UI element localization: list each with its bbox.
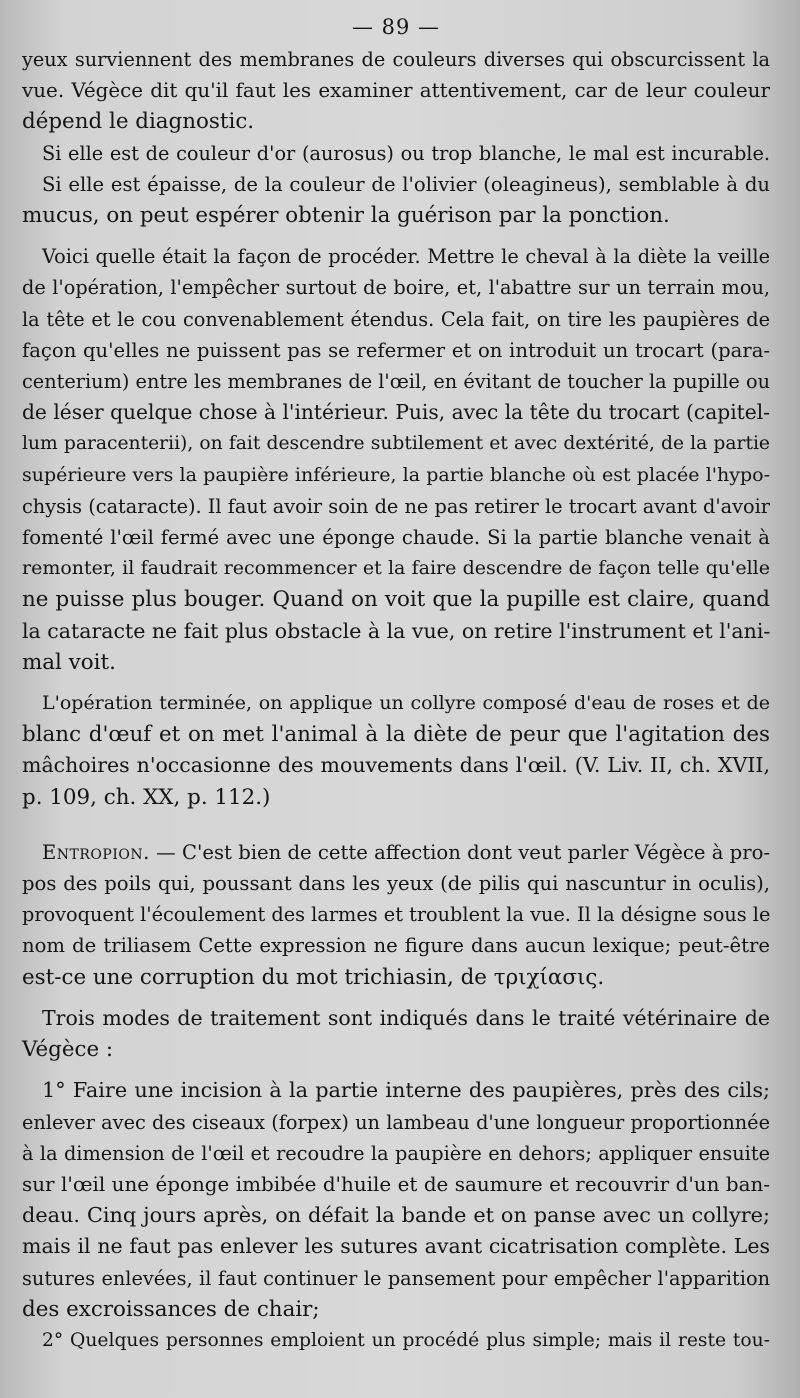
text-line: pos des poils qui, poussant dans les yeux (de pilis qui nascuntur in oculis),	[22, 872, 770, 896]
text-line: supérieure vers la paupière inférieure, la partie blanche où est placée l'hypo-	[22, 463, 770, 486]
text-line: Trois modes de traitement sont indiqués dans le traité vétérinaire de	[42, 1005, 770, 1030]
text-line: de léser quelque chose à l'intérieur. Puis, avec la tête du trocart (capitel-	[22, 400, 770, 425]
text-line: 1° Faire une incision à la partie interne des paupières, près des cils;	[42, 1078, 770, 1103]
text-line: est-ce une corruption du mot trichiasin, de τριχίασις.	[22, 964, 605, 990]
text-line: des excroissances de chair;	[22, 1296, 320, 1322]
text-line: à la dimension de l'œil et recoudre la paupière en dehors; appliquer ensuite	[22, 1141, 770, 1165]
paragraph-1	[22, 44, 770, 138]
text-line: remonter, il faudrait recommencer et la faire descendre de façon telle qu'elle	[22, 557, 770, 580]
paragraph-2	[22, 138, 770, 169]
text-line: provoquent l'écoulement des larmes et troublent la vue. Il la désigne sous le	[22, 903, 771, 927]
page-number: — 89 —	[351, 15, 441, 39]
text-line: la tête et le cou convenablement étendus. Cela fait, on tire les paupières de	[22, 307, 770, 331]
text-line: la cataracte ne fait plus obstacle à la vue, on retire l'instrument et l'ani-	[22, 618, 771, 643]
text-line: fomenté l'œil fermé avec une éponge chaude. Si la partie blanche venait à	[22, 526, 770, 550]
paragraph-entropion	[22, 837, 770, 993]
text-line: 2° Quelques personnes emploient un procédé plus simple; mais il reste tou-	[42, 1329, 770, 1351]
text-line: Si elle est épaisse, de la couleur de l'olivier (oleagineus), semblable à du	[42, 172, 770, 196]
text-line: mucus, on peut espérer obtenir la guérison par la ponction.	[22, 203, 670, 229]
text-line: dépend le diagnostic.	[22, 109, 255, 135]
text-line: Voici quelle était la façon de procéder. Mettre le cheval à la diète la veille	[42, 245, 770, 269]
section-heading: Entropion.	[42, 840, 150, 864]
text-line: yeux surviennent des membranes de couleurs diverses qui obscurcissent la	[22, 48, 770, 71]
text-line: vue. Végèce dit qu'il faut les examiner attentivement, car de leur couleur	[22, 79, 770, 103]
text-line: ne puisse plus bouger. Quand on voit que la pupille est claire, quand	[22, 587, 770, 613]
paragraph-7	[22, 1003, 770, 1065]
text-line: sur l'œil une éponge imbibée d'huile et de saumure et recouvrir d'un ban-	[22, 1172, 770, 1196]
text-line: chysis (cataracte). Il faut avoir soin de ne pas retirer le trocart avant d'avoir	[22, 494, 770, 518]
text-line: deau. Cinq jours après, on défait la bande et on panse avec un collyre;	[22, 1203, 770, 1228]
text-line: centerium) entre les membranes de l'œil, en évitant de toucher la pupille ou	[22, 370, 770, 394]
text-line: mais il ne faut pas enlever les sutures avant cicatrisation complète. Les	[22, 1234, 770, 1259]
text-line: de l'opération, l'empêcher surtout de boire, et, l'abattre sur un terrain mou,	[22, 276, 770, 300]
text-line: sutures enlevées, il faut continuer le pansement pour empêcher l'apparition	[22, 1266, 770, 1290]
paragraph-4	[22, 241, 770, 678]
text-line: blanc d'œuf et on met l'animal à la diète de peur que l'agitation des	[22, 722, 770, 748]
text-line: mal voit.	[22, 649, 116, 675]
text-line: façon qu'elles ne puissent pas se refermer et on introduit un trocart (para-	[22, 338, 770, 362]
text-line: Si elle est de couleur d'or (aurosus) ou trop blanche, le mal est incurable.	[42, 141, 770, 165]
text-line: lum paracenterii), on fait descendre subtilement et avec dextérité, de la partie	[22, 433, 770, 455]
text-line: Végèce :	[22, 1037, 114, 1063]
paragraph-3	[22, 169, 770, 231]
text-line-rest: — C'est bien de cette affection dont veut parler Végèce à pro-	[156, 840, 771, 864]
text-line	[22, 837, 770, 868]
text-line: enlever avec des ciseaux (forpex) un lambeau d'une longueur proportionnée	[22, 1110, 770, 1134]
text-line: p. 109, ch. XX, p. 112.)	[22, 784, 271, 810]
text-line: mâchoires n'occasionne des mouvements dans l'œil. (V. Liv. II, ch. XVII,	[22, 753, 770, 778]
text-line: nom de triliasem Cette expression ne figure dans aucun lexique; peut-être	[22, 934, 770, 958]
text-line: L'opération terminée, on applique un collyre composé d'eau de roses et de	[42, 692, 770, 715]
paragraph-9	[22, 1325, 770, 1356]
paragraph-8	[22, 1075, 770, 1325]
paragraph-5	[22, 688, 770, 813]
